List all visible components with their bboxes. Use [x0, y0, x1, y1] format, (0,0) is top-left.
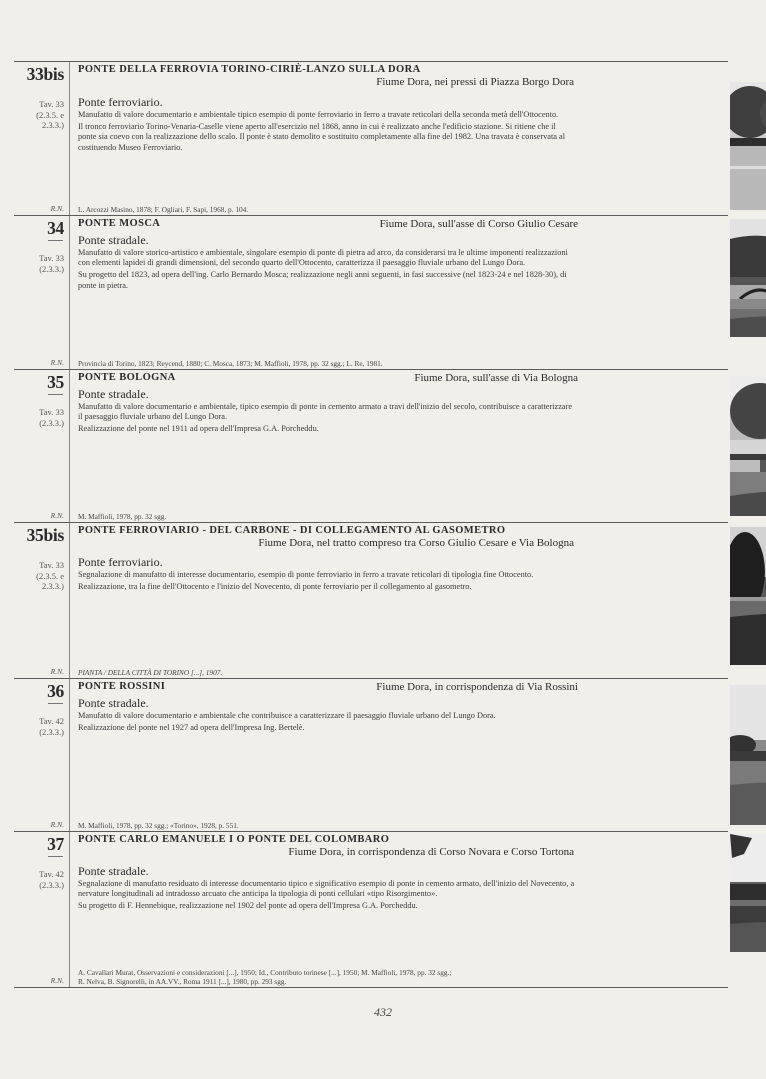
- entry-content: [70, 216, 728, 369]
- entry-content: [70, 523, 728, 678]
- entry-references: Provincia di Torino, 1823; Reycend, 1880; C. Mosca, 1873; M. Maffioli, 1978, pp. 32 sgg.; L. Re, 1981.: [78, 359, 383, 368]
- entry-location: Fiume Dora, in corrispondenza di Corso Novara e Corso Tortona: [288, 846, 574, 858]
- entry-type: Ponte ferroviario.: [78, 95, 163, 109]
- entry-description: Manufatto di valore documentario e ambientale, tipico esempio di ponte in cemento armato a travi dell'inizio del secolo, contribuisce a caratterizzare il paesaggio fluviale urbano del Lungo Dora. Realizzazione del ponte nel 1911 ad opera dell'Impresa G.A. Porcheddu.: [78, 402, 573, 434]
- plate-reference: Tav. 42 (2.3.3.): [39, 716, 64, 737]
- entry-sidebar: [14, 216, 70, 369]
- entry-content: [70, 679, 728, 831]
- entry-description: Segnalazione di manufatto di interesse documentario, esempio di ponte ferroviario in ferro a travate reticolari di tipologia fine Ottocento. Realizzazione, tra la fine dell'Ottocento e l'inizio del Novecento, di ponte ferroviario per il collegamento al gasometro.: [78, 570, 534, 592]
- entry-description: Manufatto di valore documentario e ambientale che contribuisce a caratterizzare il paesaggio fluviale urbano del Lungo Dora. Realizzazione del ponte nel 1927 ad opera dell'Impresa Ing. Bertelè.: [78, 711, 496, 733]
- rn-label: R.N.: [50, 667, 64, 676]
- bridge-photo: [730, 82, 766, 210]
- plate-reference: Tav. 42 (2.3.3.): [39, 869, 64, 890]
- entry-sidebar: [14, 523, 70, 678]
- entry-title: PONTE ROSSINI: [78, 681, 166, 692]
- entry-type: Ponte stradale.: [78, 864, 149, 878]
- entry-location: Fiume Dora, in corrispondenza di Via Rossini: [376, 681, 578, 693]
- entry-number: 33bis: [26, 64, 64, 84]
- entry-number: 36: [47, 681, 64, 701]
- entry-location: Fiume Dora, nel tratto compreso tra Corso Giulio Cesare e Via Bologna: [258, 537, 574, 549]
- rn-label: R.N.: [50, 358, 64, 367]
- catalog-page: [14, 61, 728, 988]
- entry-sidebar: [14, 370, 70, 522]
- entry-content: [70, 62, 728, 215]
- entry-number: 35bis: [26, 525, 64, 545]
- entry-type: Ponte stradale.: [78, 233, 149, 247]
- entry-number: 37: [47, 834, 64, 854]
- number-underline: [48, 240, 63, 241]
- entry-location: Fiume Dora, sull'asse di Corso Giulio Cesare: [379, 218, 578, 230]
- catalog-entry: [14, 369, 728, 522]
- entry-description: Segnalazione di manufatto residuato di interesse documentario tipico e significativo esempio di ponte in cemento armato, dell'inizio del Novecento, a nervature longitudinali ad intradosso arcuato che anticipa la tipologia di ponti cellulari «tipo Risorgimento». Su progetto di F. Hennebique, realizzazione nel 1902 del ponte ad opera dell'Impresa G.A. Porcheddu.: [78, 879, 575, 911]
- entry-references: M. Maffioli, 1978, pp. 32 sgg.; «Torino», 1928, p. 551.: [78, 821, 239, 830]
- entry-references: A. Cavallari Murat, Osservazioni e considerazioni [...], 1950; Id., Contributo torinese [...], 1950; M. Maffioli, 1978, pp. 32 sgg.; R. Nelva, B. Signorelli, in AA.VV., Roma 1911 [...], 1980, pp. 293 sgg.: [78, 968, 452, 986]
- catalog-entry: [14, 831, 728, 988]
- entry-sidebar: [14, 832, 70, 987]
- number-underline: [48, 856, 63, 857]
- entry-description: Manufatto di valore storico-artistico e ambientale, singolare esempio di ponte di pietra ad arco, da considerarsi tra le ultime imponenti realizzazioni con elementi lapidei di grandi dimensioni, del secondo quarto dell'Ottocento, caratterizza il paesaggio fluviale urbano del Lungo Dora. Su progetto del 1823, ad opera dell'ing. Carlo Bernardo Mosca; realizzazione negli anni seguenti, in fasi successive (nel 1823-24 e nel 1828-30), di ponte in pietra.: [78, 248, 568, 290]
- bridge-photo: [730, 219, 766, 337]
- entry-references: L. Arcozzi Masino, 1878; F. Ogliari, F. Sapi, 1968, p. 104.: [78, 205, 249, 214]
- entry-description: Manufatto di valore documentario e ambientale tipico esempio di ponte ferroviario in ferro a travate reticolari della seconda metà dell'Ottocento. Il tronco ferroviario Torino-Venaria-Caselle viene aperto all'esercizio nel 1868, anno in cui è realizzato anche l'edificio stazione. Si ritiene che il ponte sia coevo con la realizzazione dello scalo. Il ponte è stato demolito e sostituito completamente alla fine del 1982. Una travata è conservata al costituendo Museo Ferroviario.: [78, 110, 566, 152]
- entry-content: [70, 832, 728, 987]
- entry-title: PONTE MOSCA: [78, 218, 161, 229]
- plate-reference: Tav. 33 (2.3.3.): [39, 253, 64, 274]
- entry-location: Fiume Dora, nei pressi di Piazza Borgo Dora: [376, 76, 574, 88]
- rn-label: R.N.: [50, 976, 64, 985]
- plate-reference: Tav. 33 (2.3.5. e 2.3.3.): [36, 560, 64, 591]
- entry-number: 34: [47, 218, 64, 238]
- number-underline: [48, 703, 63, 704]
- entry-location: Fiume Dora, sull'asse di Via Bologna: [414, 372, 578, 384]
- catalog-entry: [14, 215, 728, 369]
- catalog-entry: [14, 522, 728, 678]
- entry-type: Ponte stradale.: [78, 696, 149, 710]
- catalog-entry: [14, 678, 728, 831]
- entry-sidebar: [14, 679, 70, 831]
- entry-type: Ponte stradale.: [78, 387, 149, 401]
- entry-type: Ponte ferroviario.: [78, 555, 163, 569]
- entry-title: PONTE DELLA FERROVIA TORINO-CIRIÈ-LANZO SULLA DORA: [78, 64, 421, 75]
- entry-title: PONTE FERROVIARIO - DEL CARBONE - DI COLLEGAMENTO AL GASOMETRO: [78, 525, 506, 536]
- plate-reference: Tav. 33 (2.3.3.): [39, 407, 64, 428]
- bridge-photo: [730, 685, 766, 825]
- bridge-photo: [730, 834, 766, 952]
- catalog-entry: [14, 61, 728, 215]
- rn-label: R.N.: [50, 511, 64, 520]
- rn-label: R.N.: [50, 204, 64, 213]
- plate-reference: Tav. 33 (2.3.5. e 2.3.3.): [36, 99, 64, 130]
- entry-references: PIANTA / DELLA CITTÀ DI TORINO [...], 1907.: [78, 668, 223, 677]
- entry-number: 35: [47, 372, 64, 392]
- number-underline: [48, 394, 63, 395]
- rn-label: R.N.: [50, 820, 64, 829]
- entry-references: M. Maffioli, 1978, pp. 32 sgg.: [78, 512, 167, 521]
- entry-title: PONTE BOLOGNA: [78, 372, 176, 383]
- bridge-photo: [730, 527, 766, 665]
- entry-content: [70, 370, 728, 522]
- entry-sidebar: [14, 62, 70, 215]
- entry-title: PONTE CARLO EMANUELE I O PONTE DEL COLOMBARO: [78, 834, 390, 845]
- page-number: 432: [374, 1005, 392, 1019]
- bridge-photo: [730, 376, 766, 516]
